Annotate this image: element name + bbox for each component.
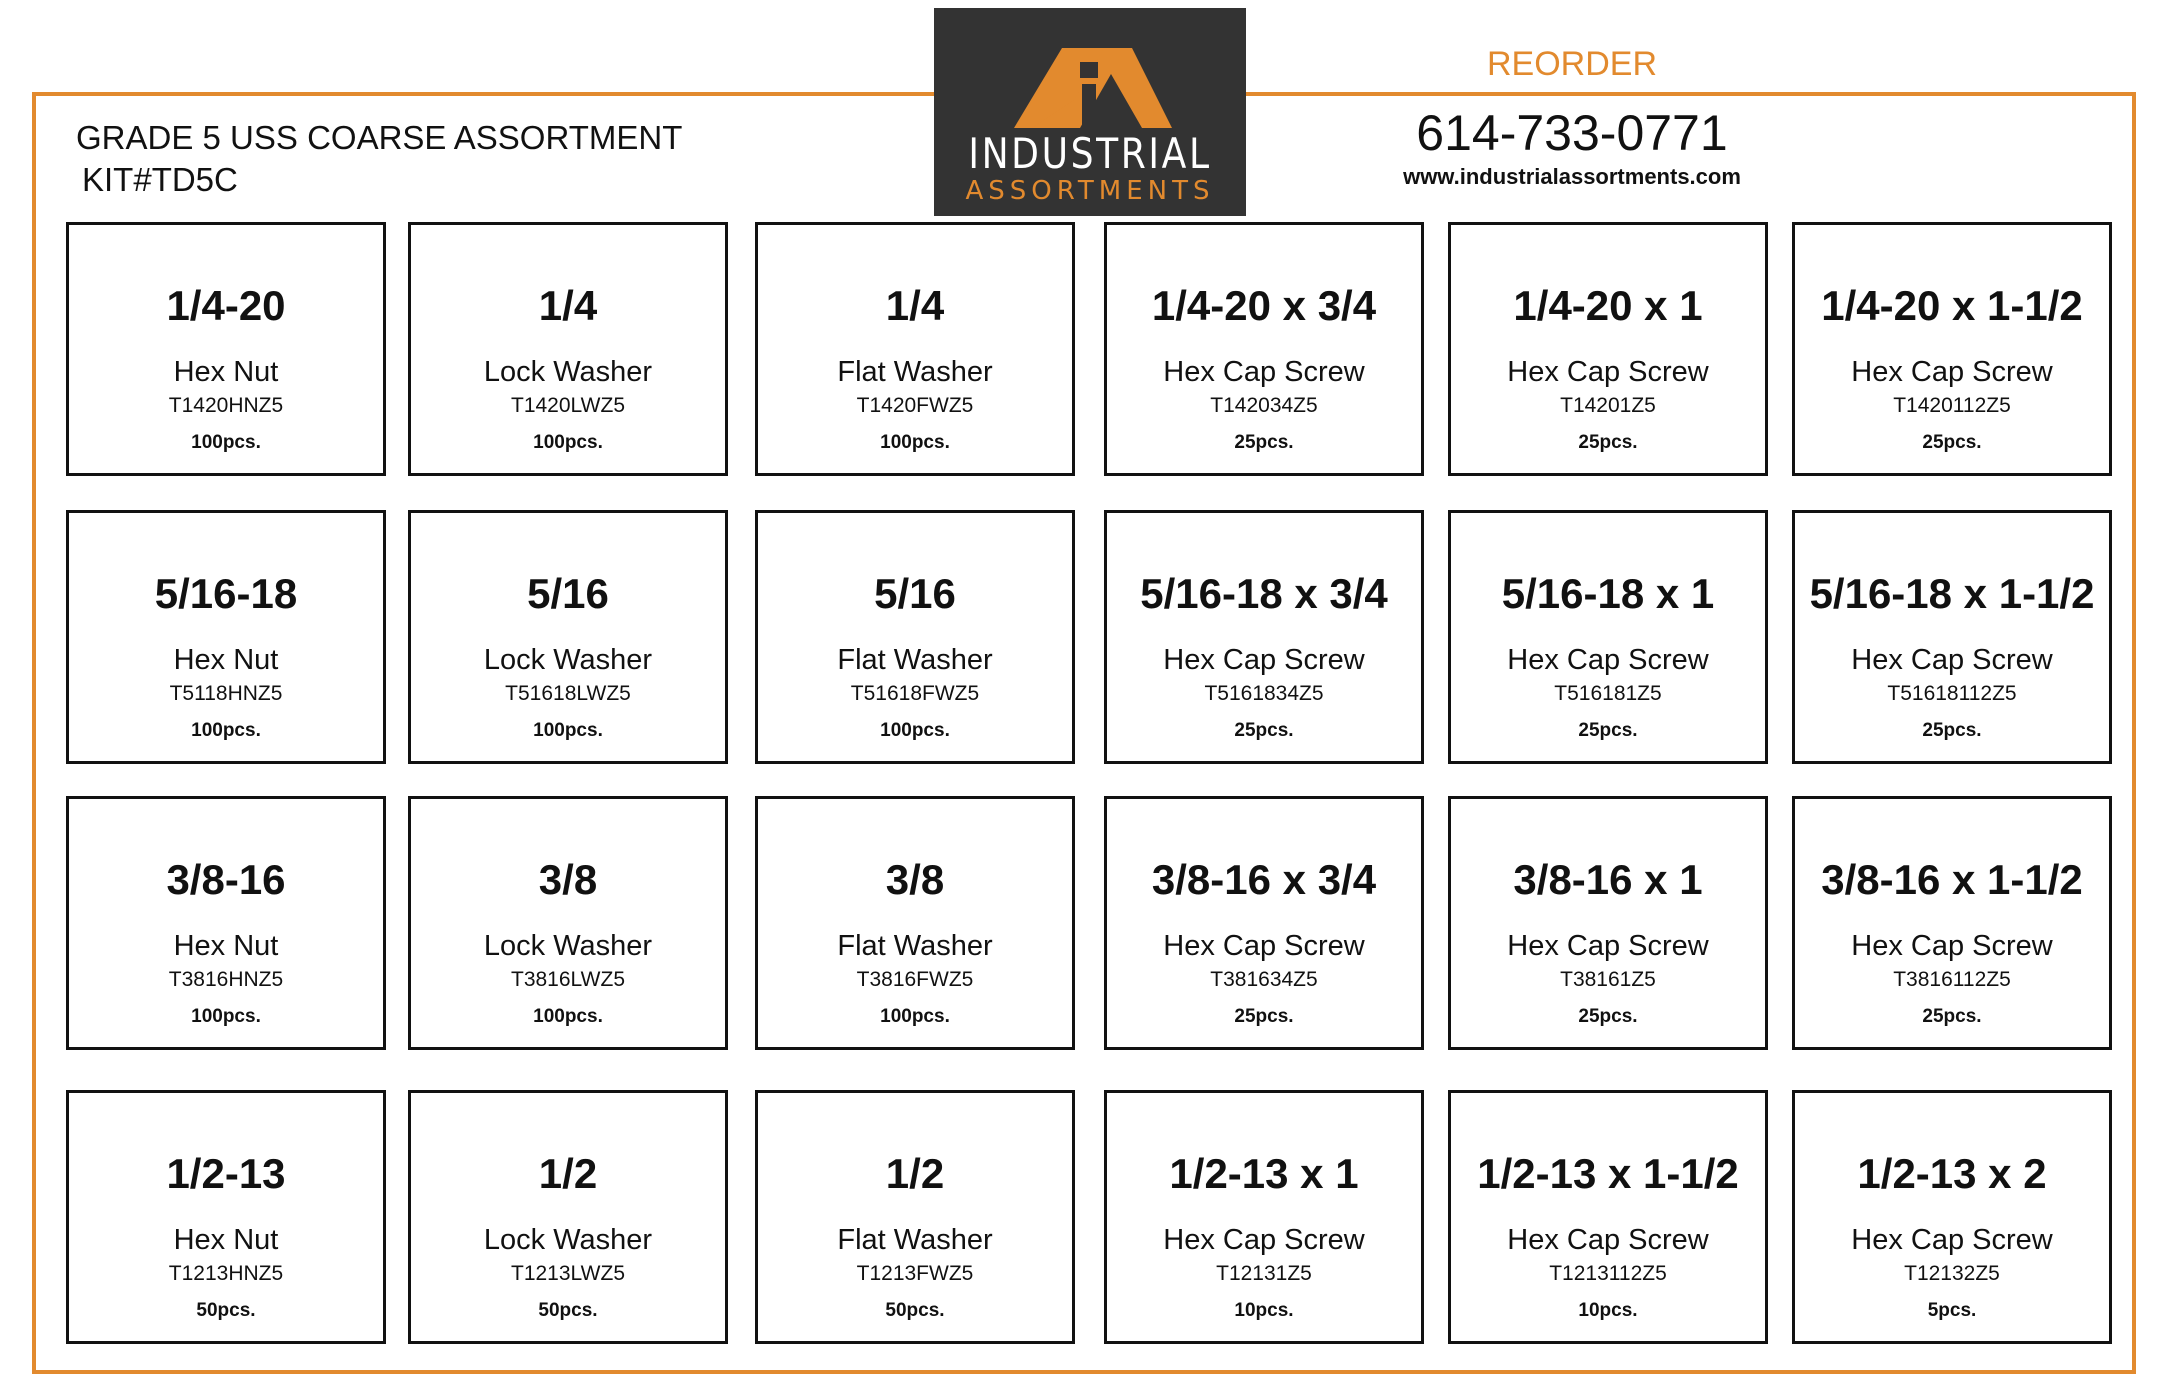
- compartment-quantity: 50pcs.: [196, 1300, 256, 1321]
- compartment-size: 5/16: [874, 570, 956, 617]
- compartment-part-number: T51618FWZ5: [850, 682, 980, 705]
- compartment-size: 5/16-18: [154, 570, 298, 617]
- compartment-type: Hex Cap Screw: [1507, 356, 1709, 388]
- compartment-type: Hex Cap Screw: [1163, 930, 1365, 962]
- compartment-label: [408, 1090, 728, 1344]
- compartment-type: Flat Washer: [837, 644, 993, 676]
- compartment-part-number: T1213112Z5: [1549, 1262, 1667, 1285]
- compartment-type: Hex Cap Screw: [1163, 356, 1365, 388]
- compartment-type: Hex Nut: [173, 1224, 279, 1256]
- compartment-part-number: T5118HNZ5: [169, 682, 283, 705]
- kit-title: GRADE 5 USS COARSE ASSORTMENT: [76, 119, 683, 156]
- logo-wordmark-assortments: ASSORTMENTS: [965, 176, 1215, 206]
- compartment-size: 5/16-18 x 3/4: [1140, 570, 1388, 617]
- reorder-website[interactable]: www.industrialassortments.com: [1403, 164, 1741, 189]
- compartment-quantity: 25pcs.: [1578, 1006, 1638, 1027]
- compartment-type: Flat Washer: [837, 930, 993, 962]
- compartment-label: [1448, 510, 1768, 764]
- compartment-quantity: 25pcs.: [1922, 1006, 1982, 1027]
- compartment-part-number: T1420FWZ5: [856, 394, 974, 417]
- compartment-quantity: 25pcs.: [1234, 432, 1294, 453]
- compartment-label: [66, 222, 386, 476]
- compartment-quantity: 25pcs.: [1578, 432, 1638, 453]
- compartment-part-number: T12132Z5: [1904, 1262, 2000, 1285]
- compartment-size: 1/2-13 x 1-1/2: [1477, 1150, 1739, 1197]
- compartment-label: [1792, 1090, 2112, 1344]
- compartment-type: Lock Washer: [483, 1224, 653, 1256]
- compartment-part-number: T1213LWZ5: [511, 1262, 625, 1285]
- compartment-type: Flat Washer: [837, 356, 993, 388]
- compartment-size: 3/8-16: [166, 856, 286, 903]
- compartment-size: 1/2-13: [166, 1150, 286, 1197]
- compartment-label: [1792, 796, 2112, 1050]
- compartment-part-number: T38161Z5: [1560, 968, 1656, 991]
- compartment-size: 3/8: [885, 856, 945, 903]
- compartment-part-number: T142034Z5: [1210, 394, 1318, 417]
- compartment-type: Hex Cap Screw: [1163, 644, 1365, 676]
- compartment-label: [1104, 796, 1424, 1050]
- compartment-type: Hex Nut: [173, 356, 279, 388]
- compartment-quantity: 100pcs.: [880, 1006, 950, 1027]
- compartment-part-number: T3816112Z5: [1893, 968, 2011, 991]
- compartment-quantity: 25pcs.: [1234, 720, 1294, 741]
- compartment-quantity: 10pcs.: [1234, 1300, 1294, 1321]
- compartment-quantity: 100pcs.: [191, 432, 261, 453]
- compartment-type: Flat Washer: [837, 1224, 993, 1256]
- compartment-quantity: 25pcs.: [1578, 720, 1638, 741]
- compartment-size: 1/4-20 x 3/4: [1151, 282, 1377, 329]
- compartment-label: [1792, 222, 2112, 476]
- compartment-type: Hex Cap Screw: [1851, 356, 2053, 388]
- compartment-size: 1/4-20: [166, 282, 286, 329]
- compartment-part-number: T3816LWZ5: [511, 968, 625, 991]
- compartment-quantity: 50pcs.: [538, 1300, 598, 1321]
- compartment-quantity: 5pcs.: [1927, 1300, 1977, 1321]
- compartment-part-number: T1213HNZ5: [168, 1262, 284, 1285]
- compartment-part-number: T51618112Z5: [1887, 682, 2017, 705]
- compartment-part-number: T1420LWZ5: [511, 394, 625, 417]
- compartment-size: 3/8-16 x 1-1/2: [1821, 856, 2083, 903]
- compartment-type: Hex Cap Screw: [1851, 644, 2053, 676]
- compartment-type: Hex Cap Screw: [1851, 930, 2053, 962]
- compartment-part-number: T381634Z5: [1210, 968, 1318, 991]
- compartment-label: [1448, 222, 1768, 476]
- compartment-size: 3/8: [538, 856, 598, 903]
- compartment-size: 1/2: [538, 1150, 598, 1197]
- compartment-part-number: T51618LWZ5: [505, 682, 631, 705]
- compartment-label: [1792, 510, 2112, 764]
- compartment-quantity: 100pcs.: [191, 720, 261, 741]
- compartment-type: Hex Cap Screw: [1507, 930, 1709, 962]
- compartment-type: Lock Washer: [483, 356, 653, 388]
- compartment-label: [408, 510, 728, 764]
- company-logo: [934, 8, 1246, 216]
- compartment-size: 1/2-13 x 2: [1857, 1150, 2047, 1197]
- compartment-type: Hex Nut: [173, 644, 279, 676]
- compartment-type: Hex Cap Screw: [1163, 1224, 1365, 1256]
- compartment-quantity: 100pcs.: [533, 432, 603, 453]
- compartment-label: [755, 796, 1075, 1050]
- compartment-label: [1104, 510, 1424, 764]
- compartment-part-number: T3816FWZ5: [856, 968, 974, 991]
- compartment-type: Lock Washer: [483, 644, 653, 676]
- compartment-label: [408, 796, 728, 1050]
- compartment-part-number: T516181Z5: [1554, 682, 1662, 705]
- compartment-type: Hex Nut: [173, 930, 279, 962]
- compartment-size: 3/8-16 x 1: [1513, 856, 1703, 903]
- compartment-label: [755, 510, 1075, 764]
- compartment-size: 1/2-13 x 1: [1169, 1150, 1359, 1197]
- reorder-phone[interactable]: 614-733-0771: [1416, 105, 1728, 161]
- compartment-size: 5/16: [527, 570, 609, 617]
- compartment-quantity: 25pcs.: [1234, 1006, 1294, 1027]
- compartment-quantity: 25pcs.: [1922, 432, 1982, 453]
- compartment-size: 1/2: [885, 1150, 945, 1197]
- compartment-part-number: T5161834Z5: [1204, 682, 1324, 705]
- compartment-size: 5/16-18 x 1: [1501, 570, 1715, 617]
- compartment-label: [66, 1090, 386, 1344]
- reorder-label: REORDER: [1486, 45, 1658, 83]
- compartment-quantity: 100pcs.: [191, 1006, 261, 1027]
- compartment-part-number: T3816HNZ5: [168, 968, 284, 991]
- compartment-label: [755, 1090, 1075, 1344]
- compartment-type: Hex Cap Screw: [1507, 644, 1709, 676]
- compartment-size: 1/4-20 x 1-1/2: [1821, 282, 2083, 329]
- compartment-label: [1448, 1090, 1768, 1344]
- compartment-part-number: T12131Z5: [1216, 1262, 1312, 1285]
- compartment-quantity: 10pcs.: [1578, 1300, 1638, 1321]
- compartment-size: 1/4: [885, 282, 945, 329]
- compartment-label: [1448, 796, 1768, 1050]
- compartment-part-number: T1420112Z5: [1893, 394, 2011, 417]
- compartment-quantity: 25pcs.: [1922, 720, 1982, 741]
- compartment-type: Hex Cap Screw: [1851, 1224, 2053, 1256]
- compartment-quantity: 100pcs.: [533, 1006, 603, 1027]
- compartment-size: 5/16-18 x 1-1/2: [1809, 570, 2095, 617]
- compartment-label: [755, 222, 1075, 476]
- compartment-size: 3/8-16 x 3/4: [1151, 856, 1377, 903]
- compartment-label: [1104, 1090, 1424, 1344]
- compartment-label: [66, 510, 386, 764]
- kit-number: KIT#TD5C: [82, 161, 238, 198]
- compartment-quantity: 50pcs.: [885, 1300, 945, 1321]
- compartment-label: [1104, 222, 1424, 476]
- compartment-part-number: T14201Z5: [1560, 394, 1656, 417]
- compartment-quantity: 100pcs.: [533, 720, 603, 741]
- logo-wordmark-industrial: INDUSTRIAL: [968, 129, 1212, 178]
- compartment-quantity: 100pcs.: [880, 720, 950, 741]
- compartment-type: Hex Cap Screw: [1507, 1224, 1709, 1256]
- compartment-part-number: T1213FWZ5: [856, 1262, 974, 1285]
- compartment-size: 1/4: [538, 282, 598, 329]
- compartment-type: Lock Washer: [483, 930, 653, 962]
- compartment-quantity: 100pcs.: [880, 432, 950, 453]
- compartment-label: [66, 796, 386, 1050]
- compartment-label: [408, 222, 728, 476]
- compartment-part-number: T1420HNZ5: [168, 394, 284, 417]
- compartment-size: 1/4-20 x 1: [1513, 282, 1703, 329]
